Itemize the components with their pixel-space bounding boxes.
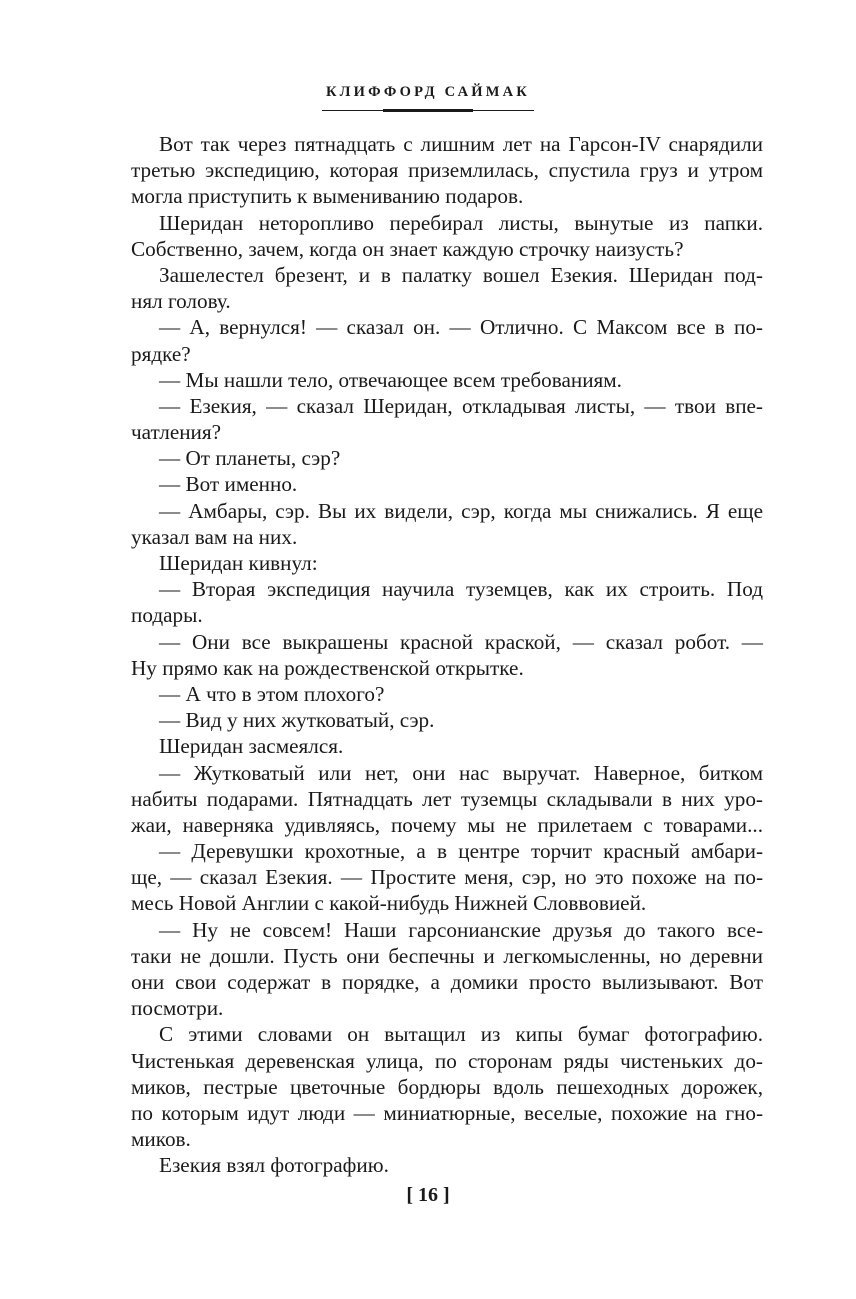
text-line: третью экспедицию, которая приземлилась, спустила груз и утром [131,158,763,183]
text-line: жаи, наверняка удивляясь, почему мы не прилетаем с товарами... [131,812,763,837]
running-header [0,82,856,102]
text-line: указал вам на них. [131,524,298,549]
text-line: — Они все выкрашены красной краской, — сказал робот. — [159,629,763,654]
text-line: они свои содержат в порядке, а домики просто вылизывают. Вот [131,970,763,994]
header-rule-accent [383,109,473,112]
page-number: [ 16 ] [406,1184,450,1206]
text-line: Ну прямо как на рождественской открытке. [131,655,524,680]
text-line: — Езекия, — сказал Шеридан, откладывая листы, — твои впе- [159,393,763,418]
text-line: Собственно, зачем, когда он знает каждую строчку наизусть? [131,236,684,261]
text-line: подары. [131,603,203,628]
text-line: миков. [131,1127,191,1152]
text-line: рядке? [131,341,191,366]
text-line: Шеридан неторопливо перебирал листы, вынутые из папки. [159,210,763,235]
text-line: чатления? [131,420,222,445]
author-name: КЛИФФОРД САЙМАК [325,84,531,100]
text-line: ще, — сказал Езекия. — Простите меня, сэр, но это похоже на по- [131,865,763,890]
text-line: набиты подарами. Пятнадцать лет туземцы складывали в них уро- [131,786,763,811]
text-line: — Вид у них жутковатый, сэр. [159,708,435,733]
text-line: Езекия взял фотографию. [159,1153,389,1178]
text-line: — Вторая экспедиция научила туземцев, как их строить. Под [159,577,763,602]
text-line: миков, пестрые цветочные бордюры вдоль пешеходных дорожек, [131,1074,763,1099]
text-line: таки не дошли. Пусть они беспечны и легкомысленны, но деревни [131,943,763,968]
text-line: Чистенькая деревенская улица, по сторонам ряды чистеньких до- [131,1048,763,1073]
text-line: — Вот именно. [159,472,298,497]
text-line: — Мы нашли тело, отвечающее всем требованиям. [159,367,622,392]
text-line: — Амбары, сэр. Вы их видели, сэр, когда мы снижались. Я еще [159,498,763,523]
text-line: Шеридан кивнул: [159,551,318,575]
text-line: С этими словами он вытащил из кипы бумаг фотографию. [159,1022,763,1047]
text-line: Вот так через пятнадцать с лишним лет на Гарсон-IV снарядили [159,132,763,156]
text-line: месь Новой Англии с какой-нибудь Нижней Словвовией. [131,891,647,916]
text-line: — Деревушки крохотные, а в центре торчит красный амбари- [159,839,763,864]
text-line: посмотри. [131,996,224,1021]
text-line: — От планеты, сэр? [159,446,341,471]
text-line: — А, вернулся! — сказал он. — Отлично. С Максом все в по- [159,315,763,340]
text-line: Зашелестел брезент, и в палатку вошел Езекия. Шеридан под- [159,262,763,287]
text-line: по которым идут люди — миниатюрные, веселые, похожие на гно- [131,1100,763,1125]
text-line: могла приступить к вымениванию подаров. [131,184,524,209]
text-line: — А что в этом плохого? [159,681,385,706]
text-line: — Ну не совсем! Наши гарсонианские друзья до такого все- [159,917,763,942]
text-line: нял голову. [131,289,231,314]
body-text [131,131,763,1179]
text-line: Шеридан засмеялся. [159,734,344,759]
text-line: — Жутковатый или нет, они нас выручат. Наверное, битком [159,760,763,785]
